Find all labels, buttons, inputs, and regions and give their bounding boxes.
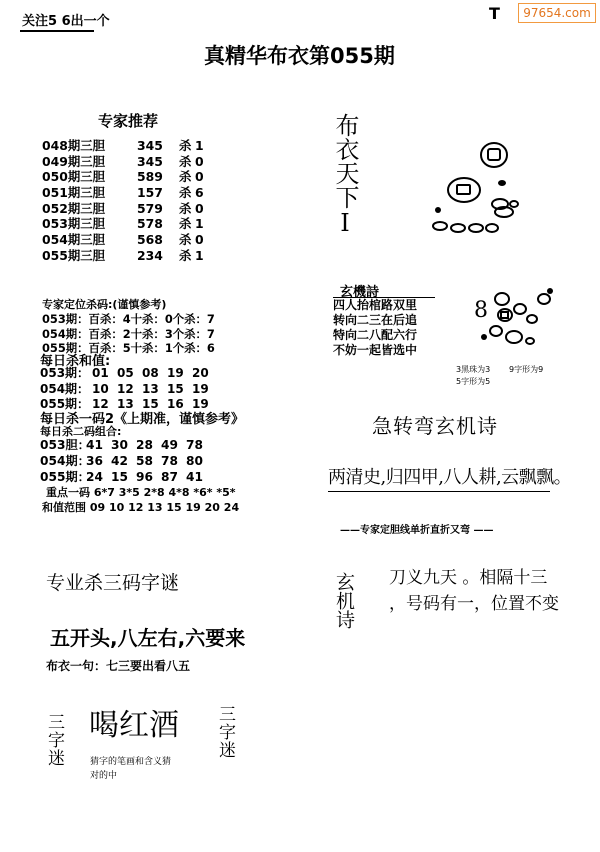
- idiom-underline: [328, 491, 550, 492]
- sum-value: 01: [92, 366, 109, 380]
- combo-value: 36: [86, 454, 103, 468]
- cloth-vertical-title: 布衣天下I: [331, 113, 359, 237]
- sum-value: 05: [117, 366, 134, 380]
- sum-kill-list: [40, 366, 217, 413]
- period-label: 048期三胆: [42, 138, 106, 153]
- dan-numbers: 234: [137, 247, 163, 263]
- sum-value: 16: [167, 397, 184, 411]
- dan-numbers: 568: [137, 232, 163, 248]
- combo-value: 58: [136, 454, 153, 468]
- hint-text: 9字形为9: [509, 365, 544, 374]
- kill-value: 1: [195, 216, 204, 232]
- turn-poem-title: 急转弯玄机诗: [372, 414, 498, 438]
- sum-range-row: 和值范围 09 10 12 13 15 19 20 24: [42, 501, 240, 514]
- period-label: 052期三胆: [42, 200, 106, 216]
- combo-value: 87: [161, 470, 178, 484]
- poem-title: 玄機詩: [340, 285, 380, 300]
- kill-label: 杀: [179, 138, 192, 153]
- site-watermark: 97654.com: [518, 3, 596, 23]
- poem-lines: [333, 298, 417, 358]
- sum-value: 19: [192, 397, 209, 411]
- sum-value: 12: [92, 397, 109, 411]
- dan-numbers: 579: [137, 200, 163, 216]
- period-label: 053胆：: [40, 438, 90, 452]
- three-char-riddle-left: 三字迷: [44, 713, 64, 767]
- sum-value: 08: [142, 366, 159, 380]
- period-label: 055期：: [40, 470, 90, 484]
- kill-label: 杀: [179, 247, 192, 263]
- kill-label: 杀: [179, 169, 192, 185]
- riddle-main: 五开头,八左右,六要来: [50, 626, 246, 650]
- sum-value: 15: [167, 381, 184, 396]
- coins-illustration: [418, 130, 578, 240]
- period-label: 055期：: [40, 397, 90, 411]
- period-label: 054期：: [40, 454, 90, 468]
- poem-line: 四人抬棺路双里: [333, 298, 418, 312]
- combo-value: 78: [186, 438, 203, 452]
- expert-row: [42, 169, 204, 185]
- sum-value: 19: [192, 381, 209, 396]
- combo-value: 41: [186, 470, 203, 484]
- expert-row: [42, 138, 204, 154]
- svg-text:8: 8: [474, 298, 488, 323]
- kill-label: 杀: [179, 232, 192, 248]
- combo-kill-list: [40, 437, 211, 485]
- dan-numbers: 157: [137, 185, 163, 201]
- poem-line: 不妨一起皆选中: [333, 343, 418, 357]
- top-note: 关注5 6出一个: [22, 14, 110, 29]
- combo-value: 80: [186, 454, 203, 468]
- period-label: 049期三胆: [42, 153, 106, 169]
- hint-text: 3黑珠为3: [456, 365, 491, 374]
- dan-numbers: 345: [137, 138, 163, 153]
- kill-value: 0: [195, 169, 204, 185]
- wine-riddle-note: 猜字的笔画和含义猜: [90, 757, 172, 767]
- corner-mark: T: [489, 4, 500, 23]
- expert-row: [42, 216, 204, 232]
- combo-row: [40, 437, 211, 453]
- combo-value: 41: [86, 438, 103, 452]
- combo-value: 24: [86, 470, 103, 484]
- sum-kill-row: [40, 382, 217, 398]
- sum-value: 13: [142, 381, 159, 396]
- kill-label: 杀: [179, 153, 192, 169]
- position-kill-row: 053期：百杀：4十杀：0个杀：7: [42, 312, 215, 326]
- combo-value: 96: [136, 470, 153, 484]
- combo-value: 15: [111, 470, 128, 484]
- combo-value: 30: [111, 438, 128, 452]
- daily-kill-one: 每日杀一码2《上期准，谨慎参考》: [40, 412, 245, 427]
- mystic-line: ，号码有一，位置不变: [389, 594, 559, 614]
- hint-text: 5字形为5: [456, 377, 491, 386]
- expert-dan-line: ——专家定胆线单折直折又弯 ——: [340, 525, 494, 536]
- position-kill-row: 054期：百杀：2十杀：3个杀：7: [42, 326, 215, 341]
- kill-label: 杀: [179, 200, 192, 216]
- kill-value: 0: [195, 153, 204, 169]
- sum-value: 13: [117, 397, 134, 411]
- kill-value: 6: [195, 185, 204, 201]
- combo-kill-title: 每日杀二码组合:: [40, 425, 122, 438]
- mystic-line: 刀义九天 。相隔十三: [389, 568, 548, 588]
- sum-kill-row: [40, 366, 217, 382]
- cloth-saying: 布衣一句：七三要出看八五: [46, 659, 191, 673]
- kill-value: 1: [195, 247, 204, 263]
- expert-row: [42, 185, 204, 201]
- period-label: 053期三胆: [42, 216, 106, 232]
- expert-row: [42, 248, 204, 264]
- period-label: 053期：: [40, 366, 90, 380]
- coin-numbers-illustration: [472, 285, 562, 365]
- combo-value: 28: [136, 438, 153, 452]
- period-label: 054期：: [40, 381, 90, 396]
- expert-list: [42, 138, 204, 264]
- wine-riddle-note: 对的中: [90, 771, 118, 781]
- kill-value: 0: [195, 200, 204, 216]
- combo-value: 78: [161, 454, 178, 468]
- mystic-poem-vertical: 玄机诗: [333, 572, 355, 629]
- dan-numbers: 589: [137, 169, 163, 185]
- top-note-underline: [20, 30, 94, 32]
- poem-line: 特向二八配六行: [333, 328, 418, 342]
- period-label: 054期三胆: [42, 232, 106, 248]
- focus-code-row: 重点一码 6*7 3*5 2*8 4*8 *6* *5*: [46, 486, 236, 499]
- idiom-riddle: 两清史,归四甲,八人耕,云飘飘。: [328, 467, 572, 488]
- dan-numbers: 578: [137, 216, 163, 232]
- kill-value: 1: [195, 138, 204, 153]
- expert-heading: 专家推荐: [98, 112, 159, 130]
- position-kill-list: [42, 312, 215, 356]
- combo-row: [40, 453, 211, 469]
- position-kill-title: 专家定位杀码:(谨慎参考): [42, 298, 167, 311]
- position-kill-row: 055期：百杀：5十杀：1个杀：6: [42, 341, 215, 355]
- sum-value: 12: [117, 381, 134, 396]
- combo-row: [40, 469, 211, 485]
- expert-row: [42, 154, 204, 170]
- combo-value: 42: [111, 454, 128, 468]
- pro-kill-title: 专业杀三码字谜: [46, 572, 180, 594]
- combo-value: 49: [161, 438, 178, 452]
- period-label: 055期三胆: [42, 247, 106, 263]
- expert-row: [42, 201, 204, 217]
- sum-value: 20: [192, 366, 209, 380]
- period-label: 051期三胆: [42, 185, 106, 201]
- page-title: 真精华布衣第055期: [204, 44, 395, 68]
- expert-row: [42, 232, 204, 248]
- sum-value: 19: [167, 366, 184, 380]
- sum-value: 15: [142, 397, 159, 411]
- wine-riddle-word: 喝红酒: [89, 708, 179, 743]
- dan-numbers: 345: [137, 153, 163, 169]
- sum-value: 10: [92, 381, 109, 396]
- three-char-riddle-right: 三字迷: [215, 705, 235, 759]
- sum-kill-title: 每日杀和值:: [40, 354, 111, 369]
- kill-label: 杀: [179, 185, 192, 201]
- poem-line: 转向二三在后追: [333, 313, 418, 327]
- kill-label: 杀: [179, 216, 192, 232]
- kill-value: 0: [195, 232, 204, 248]
- period-label: 050期三胆: [42, 169, 106, 185]
